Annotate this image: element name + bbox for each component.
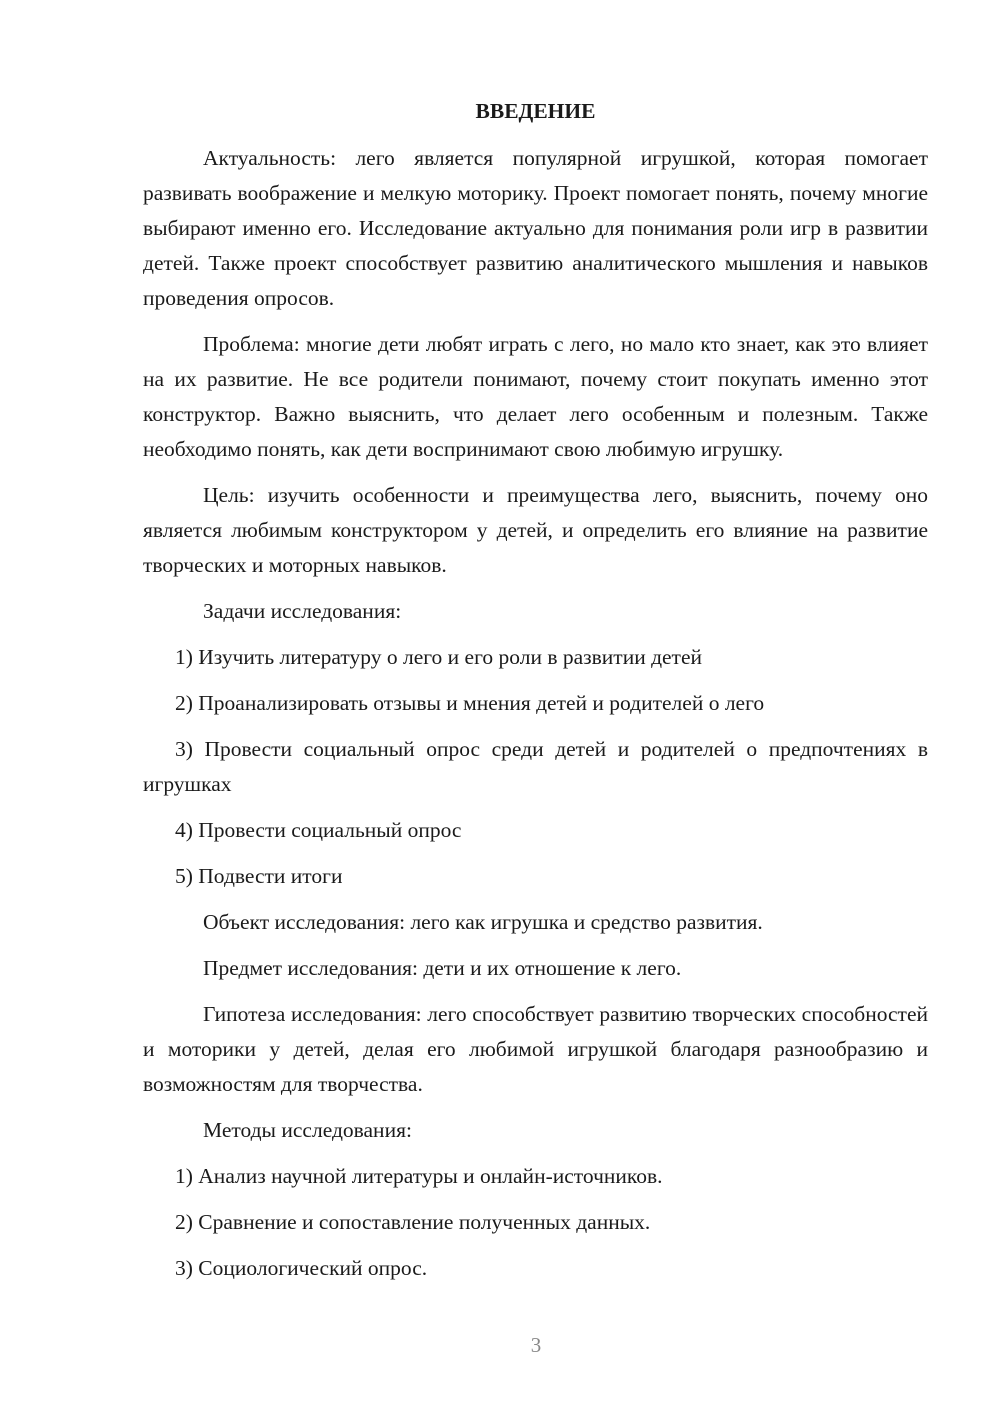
method-item: 2) Сравнение и сопоставление полученных данных.	[175, 1210, 651, 1234]
document-page	[143, 94, 928, 1297]
problem-paragraph: Проблема: многие дети любят играть с лего, но мало кто знает, как это влияет на их развитие. Не все родители понимают, почему стоит покупать именно этот конструктор. Важно выяснить, что делает лего особенным и полезным. Также необходимо понять, как дети воспринимают свою любимую игрушку.	[143, 332, 928, 461]
method-item: 1) Анализ научной литературы и онлайн-источников.	[175, 1164, 663, 1188]
section-title: ВВЕДЕНИЕ	[475, 99, 596, 123]
subject-paragraph: Предмет исследования: дети и их отношение к лего.	[203, 956, 682, 980]
relevance-paragraph: Актуальность: лего является популярной игрушкой, которая помогает развивать воображение и мелкую моторику. Проект помогает понять, почему многие выбирают именно его. Исследование актуально для понимания роли игр в развитии детей. Также проект способствует развитию аналитического мышления и навыков проведения опросов.	[143, 146, 928, 310]
tasks-heading: Задачи исследования:	[203, 599, 402, 623]
methods-heading: Методы исследования:	[203, 1118, 412, 1142]
task-item: 1) Изучить литературу о лего и его роли в развитии детей	[175, 645, 703, 669]
task-item: 5) Подвести итоги	[175, 864, 343, 888]
page-number: 3	[530, 1333, 542, 1357]
task-item: 4) Провести социальный опрос	[175, 818, 462, 842]
task-item: 3) Провести социальный опрос среди детей и родителей о предпочтениях в игрушках	[143, 737, 928, 796]
method-item: 3) Социологический опрос.	[175, 1256, 428, 1280]
object-paragraph: Объект исследования: лего как игрушка и средство развития.	[203, 910, 763, 934]
goal-paragraph: Цель: изучить особенности и преимущества лего, выяснить, почему оно является любимым конструктором у детей, и определить его влияние на развитие творческих и моторных навыков.	[143, 483, 928, 577]
task-item: 2) Проанализировать отзывы и мнения детей и родителей о лего	[175, 691, 765, 715]
hypothesis-paragraph: Гипотеза исследования: лего способствует развитию творческих способностей и моторики у детей, делая его любимой игрушкой благодаря разнообразию и возможностям для творчества.	[143, 1002, 928, 1096]
